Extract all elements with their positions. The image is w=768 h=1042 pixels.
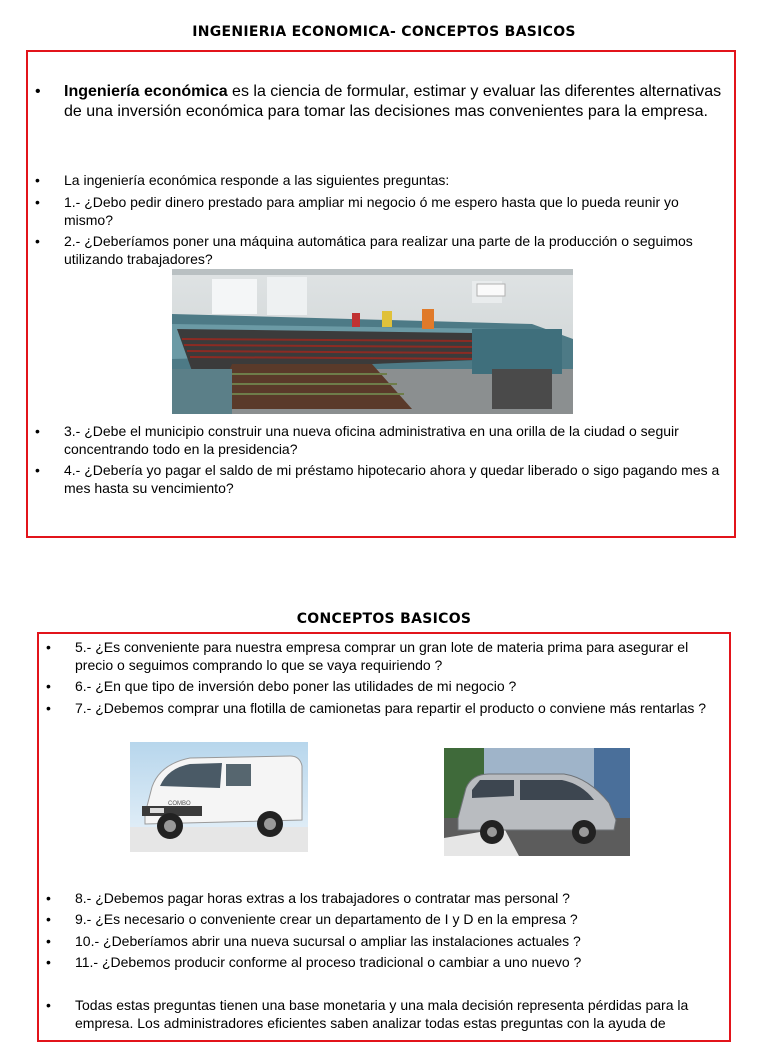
list-item-text: 1.- ¿Debo pedir dinero prestado para ampliar mi negocio ó me espero hasta que lo pueda reunir yo mismo? bbox=[64, 194, 679, 228]
bullet: • bbox=[46, 911, 51, 927]
knitting-machine-photo bbox=[172, 269, 573, 414]
bullet: • bbox=[35, 233, 40, 249]
bullet: • bbox=[35, 462, 40, 478]
list-item-text: 7.- ¿Debemos comprar una flotilla de camionetas para repartir el producto o conviene más rentarlas ? bbox=[75, 700, 707, 716]
list-item-text: 6.- ¿En que tipo de inversión debo poner las utilidades de mi negocio ? bbox=[75, 678, 517, 694]
bullet: • bbox=[35, 83, 41, 100]
bullet: • bbox=[46, 954, 51, 970]
bullet: • bbox=[35, 194, 40, 210]
list-item bbox=[35, 461, 725, 497]
list-item bbox=[46, 996, 722, 1032]
bullet: • bbox=[46, 890, 51, 906]
list-item bbox=[46, 932, 722, 950]
section-title: CONCEPTOS BASICOS bbox=[296, 611, 472, 627]
silver-minivan-photo bbox=[444, 748, 630, 856]
list-item bbox=[35, 232, 725, 268]
list-item-text: La ingeniería económica responde a las siguientes preguntas: bbox=[64, 172, 450, 188]
list-item-text: 5.- ¿Es conveniente para nuestra empresa comprar un gran lote de materia prima para asegurar el precio o seguimos comprando lo que se vaya requiriendo ? bbox=[75, 639, 689, 673]
list-item-text: 10.- ¿Deberíamos abrir una nueva sucursal o ampliar las instalaciones actuales ? bbox=[75, 933, 581, 949]
list-item bbox=[46, 677, 722, 695]
van-label: COMBO bbox=[168, 801, 191, 807]
list-item bbox=[46, 910, 722, 928]
definition-item bbox=[35, 82, 725, 122]
list-item bbox=[35, 422, 725, 458]
list-item bbox=[35, 193, 725, 229]
list-item-text: 8.- ¿Debemos pagar horas extras a los trabajadores o contratar mas personal ? bbox=[75, 890, 570, 906]
definition-body: es la ciencia de formular, estimar y evaluar las diferentes alternativas de una inversión económica para tomar las decisiones mas convenientes para la empresa. bbox=[64, 83, 722, 120]
list-item-text: 11.- ¿Debemos producir conforme al proceso tradicional o cambiar a uno nuevo ? bbox=[75, 954, 582, 970]
definition-text bbox=[64, 82, 725, 122]
bullet: • bbox=[46, 678, 51, 694]
bullet: • bbox=[35, 423, 40, 439]
bullet: • bbox=[46, 639, 51, 655]
bullet: • bbox=[46, 933, 51, 949]
definition-term: Ingeniería económica bbox=[64, 83, 228, 100]
list-item bbox=[46, 889, 722, 907]
list-item-text: 9.- ¿Es necesario o conveniente crear un departamento de I y D en la empresa ? bbox=[75, 911, 578, 927]
list-item bbox=[46, 699, 722, 717]
list-item bbox=[46, 953, 722, 971]
bullet: • bbox=[46, 700, 51, 716]
list-item bbox=[35, 171, 725, 189]
list-item-text: 2.- ¿Deberíamos poner una máquina automática para realizar una parte de la producción o seguimos utilizando trabajadores? bbox=[64, 233, 693, 267]
page-title: INGENIERIA ECONOMICA- CONCEPTOS BASICOS bbox=[192, 24, 576, 40]
list-item-text: 3.- ¿Debe el municipio construir una nueva oficina administrativa en una orilla de la ciudad o seguir concentrando todo en la presidencia? bbox=[64, 423, 679, 457]
list-item-text: Todas estas preguntas tienen una base monetaria y una mala decisión representa pérdidas para la empresa. Los administradores eficientes saben analizar todas estas preguntas con la ayuda de bbox=[75, 997, 689, 1031]
list-item-text: 4.- ¿Debería yo pagar el saldo de mi préstamo hipotecario ahora y quedar liberado o sigo pagando mes a mes hasta su vencimiento? bbox=[64, 462, 720, 496]
bullet: • bbox=[46, 997, 51, 1013]
bullet: • bbox=[35, 172, 40, 188]
white-cargo-van-photo bbox=[130, 742, 308, 852]
list-item bbox=[46, 638, 722, 674]
